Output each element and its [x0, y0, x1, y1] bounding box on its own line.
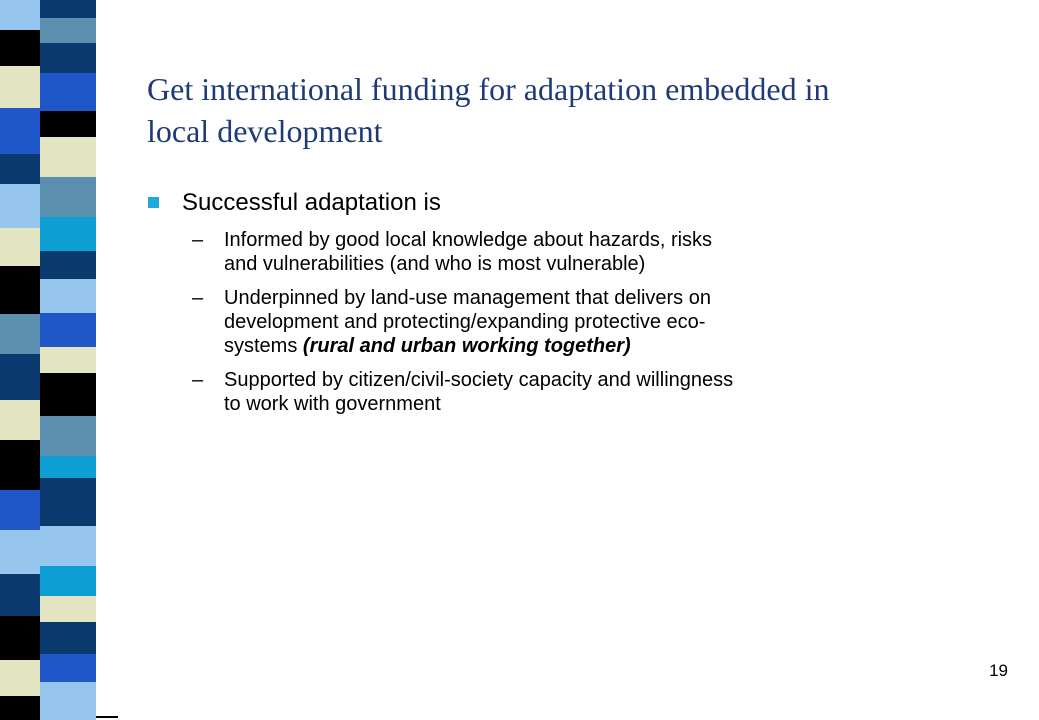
sub-bullet-line: to work with government	[224, 393, 441, 415]
sub-bullet-line: Underpinned by land-use management that delivers on	[224, 287, 711, 309]
slide-title	[147, 68, 1007, 152]
page-number: 19	[989, 661, 1008, 680]
sub-bullet-line: Supported by citizen/civil-society capacity and willingness	[224, 369, 734, 391]
sub-bullet-text	[224, 368, 908, 416]
decorative-stripe-bar	[0, 0, 120, 720]
sub-bullet-line: and vulnerabilities (and who is most vulnerable)	[224, 253, 646, 275]
slide-body	[148, 186, 908, 426]
sub-bullet-line: Informed by good local knowledge about hazards, risks	[224, 229, 713, 251]
emphasis-text: (rural and urban working together)	[302, 335, 631, 357]
main-bullet	[148, 186, 908, 220]
slide-title-line-2: local development	[147, 113, 383, 149]
sub-bullet-line: development and protecting/expanding protective eco-	[224, 311, 706, 333]
sub-bullet-supported	[192, 368, 908, 416]
slide-title-line-1: Get international funding for adaptation embedded in	[147, 71, 830, 107]
sub-bullet-list	[192, 228, 908, 416]
square-bullet-icon	[148, 197, 159, 208]
sub-bullet-line: systems	[224, 335, 303, 357]
sub-bullet-underpinned	[192, 286, 908, 358]
main-bullet-text: Successful adaptation is	[182, 189, 441, 216]
sub-bullet-text	[224, 228, 908, 276]
sub-bullet-text	[224, 286, 908, 358]
dash-marker: –	[192, 369, 204, 391]
dash-marker: –	[192, 229, 204, 251]
sub-bullet-informed	[192, 228, 908, 276]
dash-marker: –	[192, 287, 204, 309]
